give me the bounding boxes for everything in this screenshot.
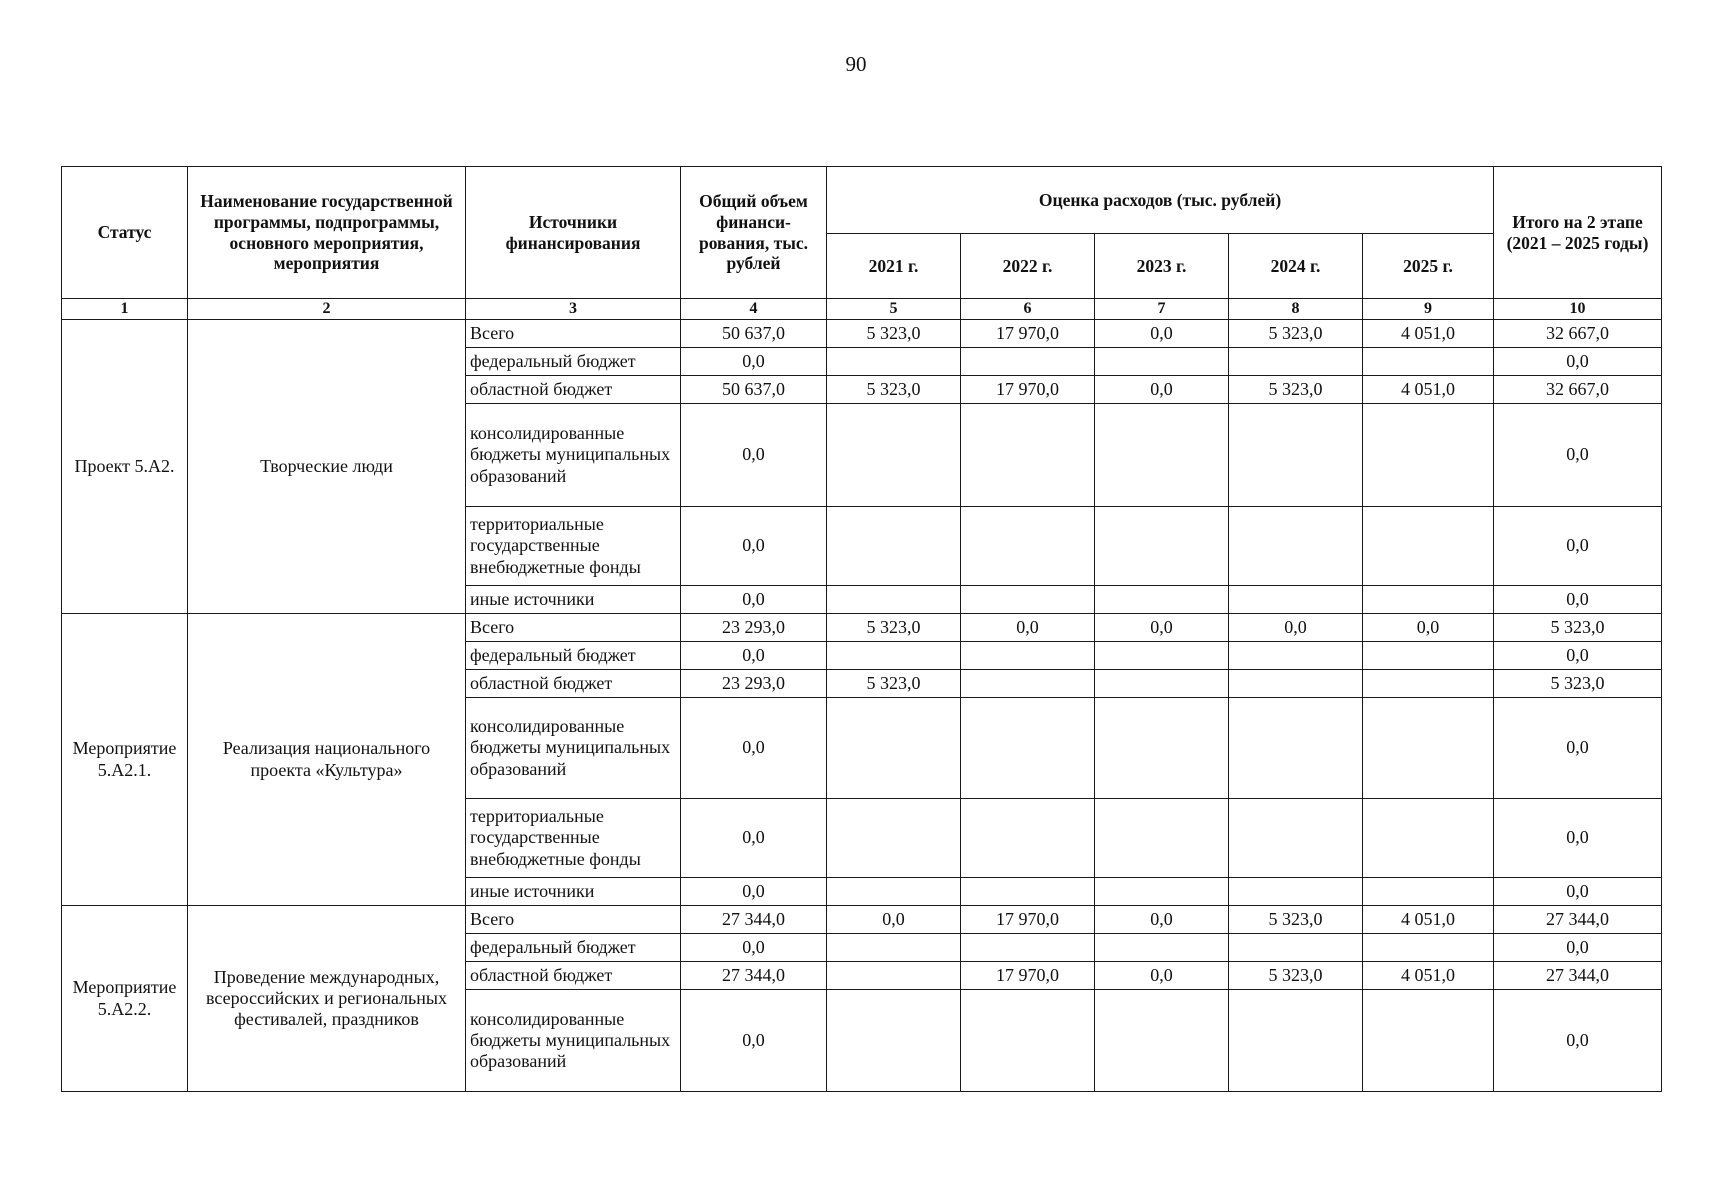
- total-cell: 0,0: [681, 878, 827, 906]
- header-year: 2022 г.: [961, 234, 1095, 299]
- year-2024-cell: 5 323,0: [1229, 320, 1363, 348]
- stage-total-cell: 27 344,0: [1494, 906, 1662, 934]
- year-2025-cell: [1363, 934, 1494, 962]
- year-2021-cell: 5 323,0: [827, 376, 961, 404]
- year-2023-cell: 0,0: [1095, 320, 1229, 348]
- column-number: 5: [827, 299, 961, 320]
- source-cell: территориальные государственные внебюджетные фонды: [466, 799, 681, 878]
- total-cell: 0,0: [681, 799, 827, 878]
- total-cell: 50 637,0: [681, 320, 827, 348]
- total-cell: 0,0: [681, 586, 827, 614]
- year-2021-cell: [827, 990, 961, 1092]
- year-2022-cell: [961, 642, 1095, 670]
- year-2023-cell: [1095, 670, 1229, 698]
- year-2024-cell: [1229, 507, 1363, 586]
- year-2021-cell: [827, 586, 961, 614]
- table-row: [62, 320, 1662, 348]
- year-2021-cell: [827, 799, 961, 878]
- column-number: 9: [1363, 299, 1494, 320]
- year-2025-cell: [1363, 642, 1494, 670]
- year-2022-cell: [961, 586, 1095, 614]
- year-2022-cell: [961, 878, 1095, 906]
- year-2024-cell: [1229, 878, 1363, 906]
- year-2025-cell: [1363, 670, 1494, 698]
- source-cell: иные источники: [466, 586, 681, 614]
- year-2021-cell: [827, 962, 961, 990]
- year-2021-cell: [827, 507, 961, 586]
- source-cell: консолидированные бюджеты муниципальных образований: [466, 990, 681, 1092]
- year-2022-cell: [961, 799, 1095, 878]
- year-2022-cell: [961, 404, 1095, 507]
- year-2025-cell: 4 051,0: [1363, 320, 1494, 348]
- year-2025-cell: [1363, 698, 1494, 799]
- year-2023-cell: [1095, 642, 1229, 670]
- year-2023-cell: 0,0: [1095, 906, 1229, 934]
- year-2023-cell: [1095, 799, 1229, 878]
- source-cell: федеральный бюджет: [466, 642, 681, 670]
- year-2024-cell: 0,0: [1229, 614, 1363, 642]
- year-2023-cell: 0,0: [1095, 614, 1229, 642]
- year-2025-cell: [1363, 348, 1494, 376]
- column-number: 8: [1229, 299, 1363, 320]
- stage-total-cell: 0,0: [1494, 990, 1662, 1092]
- source-cell: консолидированные бюджеты муниципальных образований: [466, 404, 681, 507]
- year-2021-cell: [827, 404, 961, 507]
- year-2025-cell: [1363, 586, 1494, 614]
- total-cell: 0,0: [681, 642, 827, 670]
- source-cell: областной бюджет: [466, 376, 681, 404]
- source-cell: Всего: [466, 320, 681, 348]
- header-year: 2025 г.: [1363, 234, 1494, 299]
- year-2022-cell: [961, 934, 1095, 962]
- source-cell: федеральный бюджет: [466, 934, 681, 962]
- source-cell: территориальные государственные внебюджетные фонды: [466, 507, 681, 586]
- stage-total-cell: 0,0: [1494, 586, 1662, 614]
- stage-total-cell: 0,0: [1494, 348, 1662, 376]
- column-numbers-row: [62, 299, 1662, 320]
- year-2023-cell: [1095, 507, 1229, 586]
- year-2021-cell: 0,0: [827, 906, 961, 934]
- stage-total-cell: 0,0: [1494, 507, 1662, 586]
- total-cell: 0,0: [681, 990, 827, 1092]
- year-2024-cell: [1229, 990, 1363, 1092]
- year-2023-cell: [1095, 878, 1229, 906]
- budget-table: [61, 166, 1662, 1092]
- year-2024-cell: [1229, 799, 1363, 878]
- stage-total-cell: 0,0: [1494, 642, 1662, 670]
- total-cell: 0,0: [681, 404, 827, 507]
- year-2025-cell: 4 051,0: [1363, 376, 1494, 404]
- column-number: 4: [681, 299, 827, 320]
- year-2022-cell: 17 970,0: [961, 376, 1095, 404]
- year-2023-cell: [1095, 404, 1229, 507]
- header-year: 2024 г.: [1229, 234, 1363, 299]
- total-cell: 23 293,0: [681, 670, 827, 698]
- year-2022-cell: 0,0: [961, 614, 1095, 642]
- name-cell: Реализация национального проекта «Культура»: [188, 614, 466, 906]
- source-cell: областной бюджет: [466, 962, 681, 990]
- year-2021-cell: [827, 934, 961, 962]
- year-2021-cell: 5 323,0: [827, 670, 961, 698]
- source-cell: Всего: [466, 906, 681, 934]
- year-2021-cell: 5 323,0: [827, 320, 961, 348]
- year-2022-cell: [961, 507, 1095, 586]
- year-2025-cell: 4 051,0: [1363, 906, 1494, 934]
- year-2025-cell: [1363, 990, 1494, 1092]
- year-2022-cell: 17 970,0: [961, 320, 1095, 348]
- column-number: 1: [62, 299, 188, 320]
- total-cell: 0,0: [681, 507, 827, 586]
- header-stage-total: Итого на 2 этапе (2021 – 2025 годы): [1494, 167, 1662, 299]
- year-2025-cell: [1363, 799, 1494, 878]
- year-2024-cell: [1229, 934, 1363, 962]
- stage-total-cell: 32 667,0: [1494, 320, 1662, 348]
- year-2024-cell: 5 323,0: [1229, 906, 1363, 934]
- year-2024-cell: 5 323,0: [1229, 376, 1363, 404]
- header-year: 2023 г.: [1095, 234, 1229, 299]
- year-2023-cell: [1095, 698, 1229, 799]
- name-cell: Творческие люди: [188, 320, 466, 614]
- column-number: 10: [1494, 299, 1662, 320]
- total-cell: 0,0: [681, 348, 827, 376]
- stage-total-cell: 0,0: [1494, 698, 1662, 799]
- year-2023-cell: [1095, 990, 1229, 1092]
- header-estimate: Оценка расходов (тыс. рублей): [827, 167, 1494, 234]
- table-row: [62, 906, 1662, 934]
- year-2025-cell: 4 051,0: [1363, 962, 1494, 990]
- year-2023-cell: 0,0: [1095, 962, 1229, 990]
- year-2022-cell: [961, 698, 1095, 799]
- total-cell: 0,0: [681, 934, 827, 962]
- source-cell: областной бюджет: [466, 670, 681, 698]
- table-row: [62, 614, 1662, 642]
- source-cell: консолидированные бюджеты муниципальных образований: [466, 698, 681, 799]
- stage-total-cell: 5 323,0: [1494, 614, 1662, 642]
- total-cell: 50 637,0: [681, 376, 827, 404]
- source-cell: иные источники: [466, 878, 681, 906]
- year-2024-cell: [1229, 670, 1363, 698]
- column-number: 7: [1095, 299, 1229, 320]
- column-number: 6: [961, 299, 1095, 320]
- total-cell: 0,0: [681, 698, 827, 799]
- year-2024-cell: 5 323,0: [1229, 962, 1363, 990]
- year-2022-cell: [961, 348, 1095, 376]
- header-row: [62, 167, 1662, 234]
- year-2022-cell: [961, 990, 1095, 1092]
- year-2024-cell: [1229, 698, 1363, 799]
- total-cell: 27 344,0: [681, 906, 827, 934]
- column-number: 3: [466, 299, 681, 320]
- stage-total-cell: 32 667,0: [1494, 376, 1662, 404]
- year-2023-cell: [1095, 934, 1229, 962]
- stage-total-cell: 27 344,0: [1494, 962, 1662, 990]
- stage-total-cell: 0,0: [1494, 404, 1662, 507]
- stage-total-cell: 0,0: [1494, 934, 1662, 962]
- header-name: Наименование государственной программы, подпрограммы, основного мероприятия, мероприятия: [188, 167, 466, 299]
- year-2023-cell: [1095, 586, 1229, 614]
- year-2023-cell: [1095, 348, 1229, 376]
- year-2022-cell: 17 970,0: [961, 906, 1095, 934]
- status-cell: Мероприятие 5.А2.2.: [62, 906, 188, 1092]
- year-2024-cell: [1229, 586, 1363, 614]
- year-2023-cell: 0,0: [1095, 376, 1229, 404]
- total-cell: 23 293,0: [681, 614, 827, 642]
- year-2025-cell: [1363, 878, 1494, 906]
- name-cell: Проведение международных, всероссийских и региональных фестивалей, праздников: [188, 906, 466, 1092]
- year-2024-cell: [1229, 642, 1363, 670]
- header-total-volume: Общий объем финанси-рования, тыс. рублей: [681, 167, 827, 299]
- header-status: Статус: [62, 167, 188, 299]
- source-cell: Всего: [466, 614, 681, 642]
- year-2024-cell: [1229, 404, 1363, 507]
- year-2021-cell: 5 323,0: [827, 614, 961, 642]
- stage-total-cell: 0,0: [1494, 799, 1662, 878]
- year-2022-cell: [961, 670, 1095, 698]
- column-number: 2: [188, 299, 466, 320]
- source-cell: федеральный бюджет: [466, 348, 681, 376]
- year-2021-cell: [827, 642, 961, 670]
- year-2025-cell: 0,0: [1363, 614, 1494, 642]
- year-2021-cell: [827, 698, 961, 799]
- page-number: 90: [845, 52, 867, 76]
- year-2025-cell: [1363, 507, 1494, 586]
- year-2021-cell: [827, 348, 961, 376]
- year-2025-cell: [1363, 404, 1494, 507]
- status-cell: Проект 5.А2.: [62, 320, 188, 614]
- stage-total-cell: 5 323,0: [1494, 670, 1662, 698]
- total-cell: 27 344,0: [681, 962, 827, 990]
- header-year: 2021 г.: [827, 234, 961, 299]
- year-2024-cell: [1229, 348, 1363, 376]
- stage-total-cell: 0,0: [1494, 878, 1662, 906]
- status-cell: Мероприятие 5.А2.1.: [62, 614, 188, 906]
- header-sources: Источники финансирования: [466, 167, 681, 299]
- year-2021-cell: [827, 878, 961, 906]
- year-2022-cell: 17 970,0: [961, 962, 1095, 990]
